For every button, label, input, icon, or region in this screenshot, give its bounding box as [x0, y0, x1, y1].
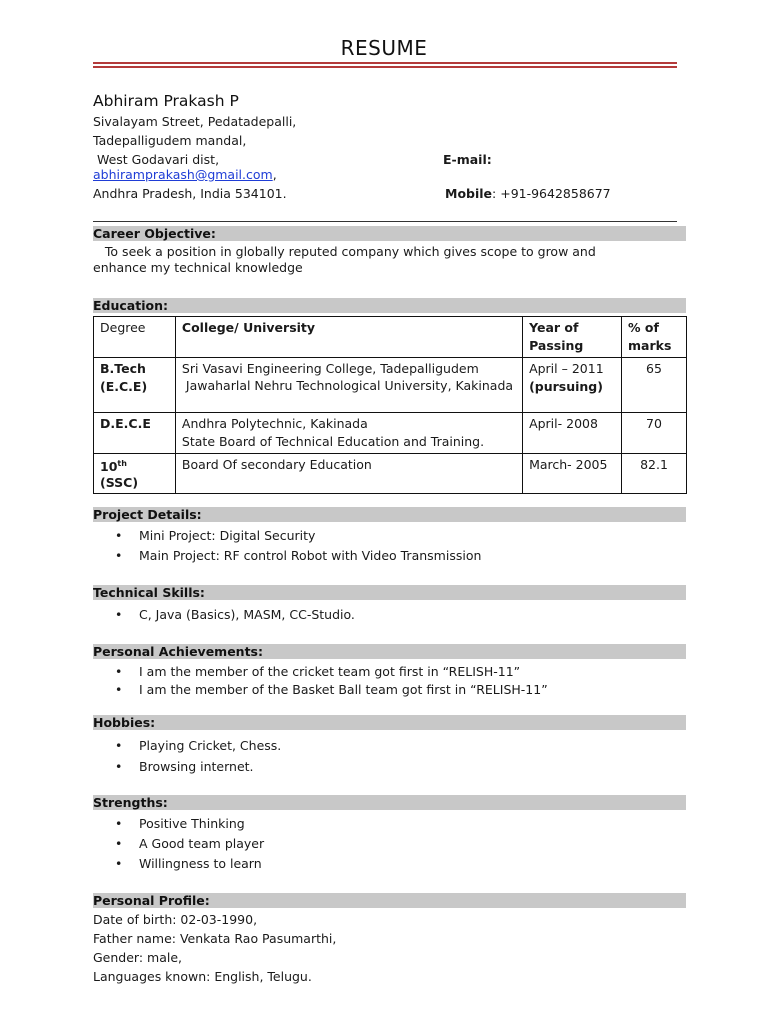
email-row	[93, 166, 277, 184]
profile-block	[93, 910, 336, 986]
address-line-2: Tadepalligudem mandal,	[93, 133, 247, 148]
title-rule-top	[93, 62, 677, 64]
title-rule-bottom	[93, 66, 677, 68]
technical-skills-heading: Technical Skills:	[93, 585, 686, 600]
college-cell	[175, 413, 522, 454]
header-college-text: College/ University	[181, 320, 316, 335]
table-row	[94, 454, 687, 494]
mobile-label: Mobile	[445, 186, 493, 201]
list-item: • A Good team player	[114, 834, 264, 854]
marks-cell: 65	[622, 358, 687, 413]
degree-cell	[94, 454, 176, 494]
year-line-2: (pursuing)	[529, 379, 603, 394]
profile-gender: Gender: male,	[93, 950, 183, 965]
skills-list	[114, 606, 355, 624]
header-year-text: Year of Passing	[529, 320, 584, 353]
strengths-list	[114, 814, 264, 874]
strengths-heading: Strengths:	[93, 795, 686, 810]
degree-cell: D.E.C.E	[94, 413, 176, 454]
degree-line-2: (E.C.E)	[100, 379, 148, 394]
list-item: • I am the member of the cricket team got first in “RELISH-11”	[114, 663, 548, 681]
degree-number: 10	[100, 459, 118, 475]
header-marks	[622, 317, 687, 358]
project-list	[114, 526, 481, 566]
degree-line-1	[100, 456, 169, 475]
contact-divider	[93, 221, 677, 222]
personal-profile-heading: Personal Profile:	[93, 893, 686, 908]
header-year	[523, 317, 622, 358]
marks-cell: 70	[622, 413, 687, 454]
college-cell	[175, 358, 522, 413]
address-line-3: West Godavari dist,	[93, 152, 220, 167]
document-title: RESUME	[340, 36, 428, 60]
candidate-name: Abhiram Prakash P	[93, 92, 239, 110]
year-cell: April- 2008	[523, 413, 622, 454]
personal-achievements-heading: Personal Achievements:	[93, 644, 686, 659]
profile-dob: Date of birth: 02-03-1990,	[93, 912, 258, 927]
degree-superscript: th	[117, 459, 127, 468]
career-objective-heading: Career Objective:	[93, 226, 686, 241]
hobbies-heading: Hobbies:	[93, 715, 686, 730]
career-objective-line-2: enhance my technical knowledge	[93, 260, 303, 275]
career-objective-line-1: To seek a position in globally reputed company which gives scope to grow and	[93, 244, 596, 259]
marks-cell: 82.1	[622, 454, 687, 494]
project-details-heading: Project Details:	[93, 507, 686, 522]
table-row	[94, 413, 687, 454]
mobile-value: : +91-9642858677	[492, 186, 611, 201]
education-table	[93, 316, 687, 494]
list-item: • Browsing internet.	[114, 756, 281, 777]
email-suffix: ,	[272, 167, 277, 182]
list-item: • Playing Cricket, Chess.	[114, 735, 281, 756]
education-heading: Education:	[93, 298, 686, 313]
header-marks-text: % of marks	[628, 320, 672, 353]
college-line-2: Jawaharlal Nehru Technological University, Kakinada	[181, 378, 514, 393]
list-item: • I am the member of the Basket Ball team got first in “RELISH-11”	[114, 681, 548, 699]
address-line-4: Andhra Pradesh, India 534101.	[93, 186, 287, 201]
list-item: • Main Project: RF control Robot with Video Transmission	[114, 546, 481, 566]
college-line-2: State Board of Technical Education and Training.	[181, 434, 485, 449]
degree-cell	[94, 358, 176, 413]
table-row	[94, 358, 687, 413]
education-header-row	[94, 317, 687, 358]
achievements-list	[114, 663, 548, 699]
college-cell: Board Of secondary Education	[175, 454, 522, 494]
mobile-row	[445, 185, 611, 203]
degree-line-2: (SSC)	[100, 475, 139, 491]
address-line-1: Sivalayam Street, Pedatadepalli,	[93, 114, 297, 129]
header-college	[175, 317, 522, 358]
list-item: • C, Java (Basics), MASM, CC-Studio.	[114, 606, 355, 624]
header-degree: Degree	[94, 317, 176, 358]
email-link[interactable]: abhiramprakash@gmail.com	[93, 167, 273, 182]
year-cell: March- 2005	[523, 454, 622, 494]
email-label: E-mail:	[443, 152, 492, 167]
list-item: • Mini Project: Digital Security	[114, 526, 481, 546]
list-item: • Willingness to learn	[114, 854, 264, 874]
year-line-1: April – 2011	[529, 361, 604, 376]
year-cell	[523, 358, 622, 413]
degree-line-1: B.Tech	[100, 361, 146, 376]
list-item: • Positive Thinking	[114, 814, 264, 834]
profile-languages: Languages known: English, Telugu.	[93, 969, 312, 984]
profile-father-name: Father name: Venkata Rao Pasumarthi,	[93, 931, 337, 946]
hobbies-list	[114, 735, 281, 777]
college-line-1: Andhra Polytechnic, Kakinada	[181, 416, 368, 431]
college-line-1: Sri Vasavi Engineering College, Tadepalligudem	[181, 361, 479, 376]
